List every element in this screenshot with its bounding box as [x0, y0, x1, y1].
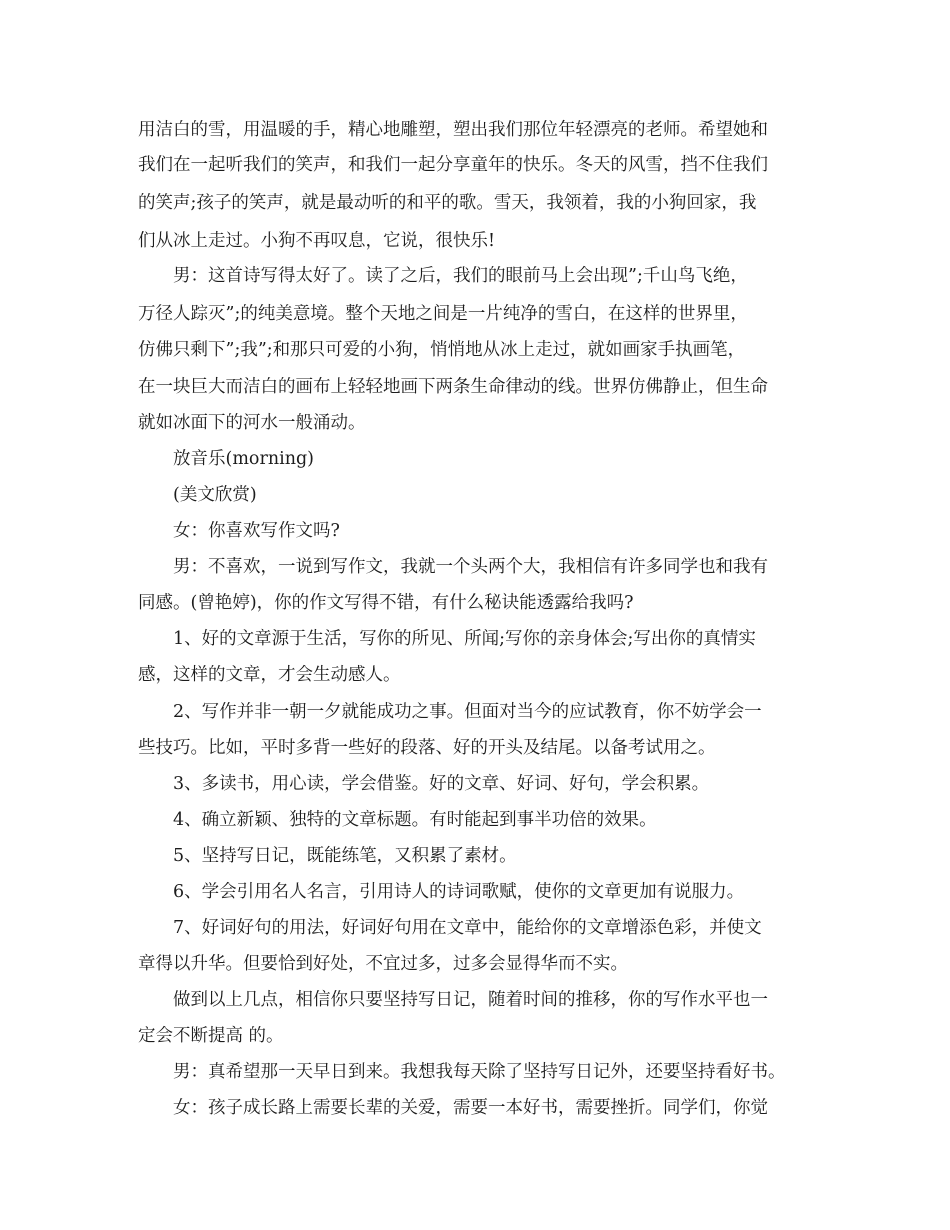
text-line: 用洁白的雪，用温暖的手，精心地雕塑，塑出我们那位年轻漂亮的老师。希望她和 — [138, 120, 768, 140]
text-line: 3、多读书，用心读，学会借鉴。好的文章、好词、好句，学会积累。 — [173, 774, 710, 794]
text-line: 女：你喜欢写作文吗? — [173, 521, 340, 541]
text-line: 仿佛只剩下”;我”;和那只可爱的小狗，悄悄地从冰上走过，就如画家手执画笔， — [138, 340, 746, 360]
text-line: 们从冰上走过。小狗不再叹息，它说，很快乐! — [138, 231, 496, 251]
text-line: 5、坚持写日记，既能练笔，又积累了素材。 — [173, 846, 517, 866]
text-line: 些技巧。比如，平时多背一些好的段落、好的开头及结尾。以备考试用之。 — [138, 738, 716, 758]
text-line: 万径人踪灭”;的纯美意境。整个天地之间是一片纯净的雪白，在这样的世界里， — [138, 304, 748, 324]
text-line: 感，这样的文章，才会生动感人。 — [138, 665, 401, 685]
text-line: 2、写作并非一朝一夕就能成功之事。但面对当今的应试教育，你不妨学会一 — [173, 702, 762, 722]
text-line: 7、好词好句的用法，好词好句用在文章中，能给你的文章增添色彩，并使文 — [173, 918, 762, 938]
text-line: 男：真希望那一天早日到来。我想我每天除了坚持写日记外，还要坚持看好书。 — [173, 1062, 786, 1082]
text-line: 定会不断提高 的。 — [138, 1026, 284, 1046]
text-line: 就如冰面下的河水一般涌动。 — [138, 413, 366, 433]
text-line: 男：不喜欢，一说到写作文，我就一个头两个大，我相信有许多同学也和我有 — [173, 557, 768, 577]
text-line: 6、学会引用名人名言，引用诗人的诗词歌赋，使你的文章更加有说服力。 — [173, 882, 745, 902]
text-line: 在一块巨大而洁白的画布上轻轻地画下两条生命律动的线。世界仿佛静止，但生命 — [138, 377, 768, 397]
text-line: 章得以升华。但要恰到好处，不宜过多，过多会显得华而不实。 — [138, 954, 628, 974]
text-line: 1、好的文章源于生活，写你的所见、所闻;写你的亲身体会;写出你的真情实 — [173, 629, 756, 649]
text-line: 4、确立新颖、独特的文章标题。有时能起到事半功倍的效果。 — [173, 810, 657, 830]
text-line: 的笑声;孩子的笑声，就是最动听的和平的歌。雪天，我领着，我的小狗回家，我 — [138, 193, 757, 213]
text-line: (美文欣赏) — [173, 485, 257, 505]
text-line: 我们在一起听我们的笑声，和我们一起分享童年的快乐。冬天的风雪，挡不住我们 — [138, 155, 768, 175]
text-line: 放音乐(morning) — [173, 449, 314, 469]
text-line: 同感。(曾艳婷)，你的作文写得不错，有什么秘诀能透露给我吗? — [138, 593, 634, 613]
text-line: 女：孩子成长路上需要长辈的关爱，需要一本好书，需要挫折。同学们，你觉 — [173, 1098, 768, 1118]
text-line: 做到以上几点，相信你只要坚持写日记，随着时间的推移，你的写作水平也一 — [173, 990, 768, 1010]
text-line: 男：这首诗写得太好了。读了之后，我们的眼前马上会出现”;千山鸟飞绝， — [173, 266, 748, 286]
